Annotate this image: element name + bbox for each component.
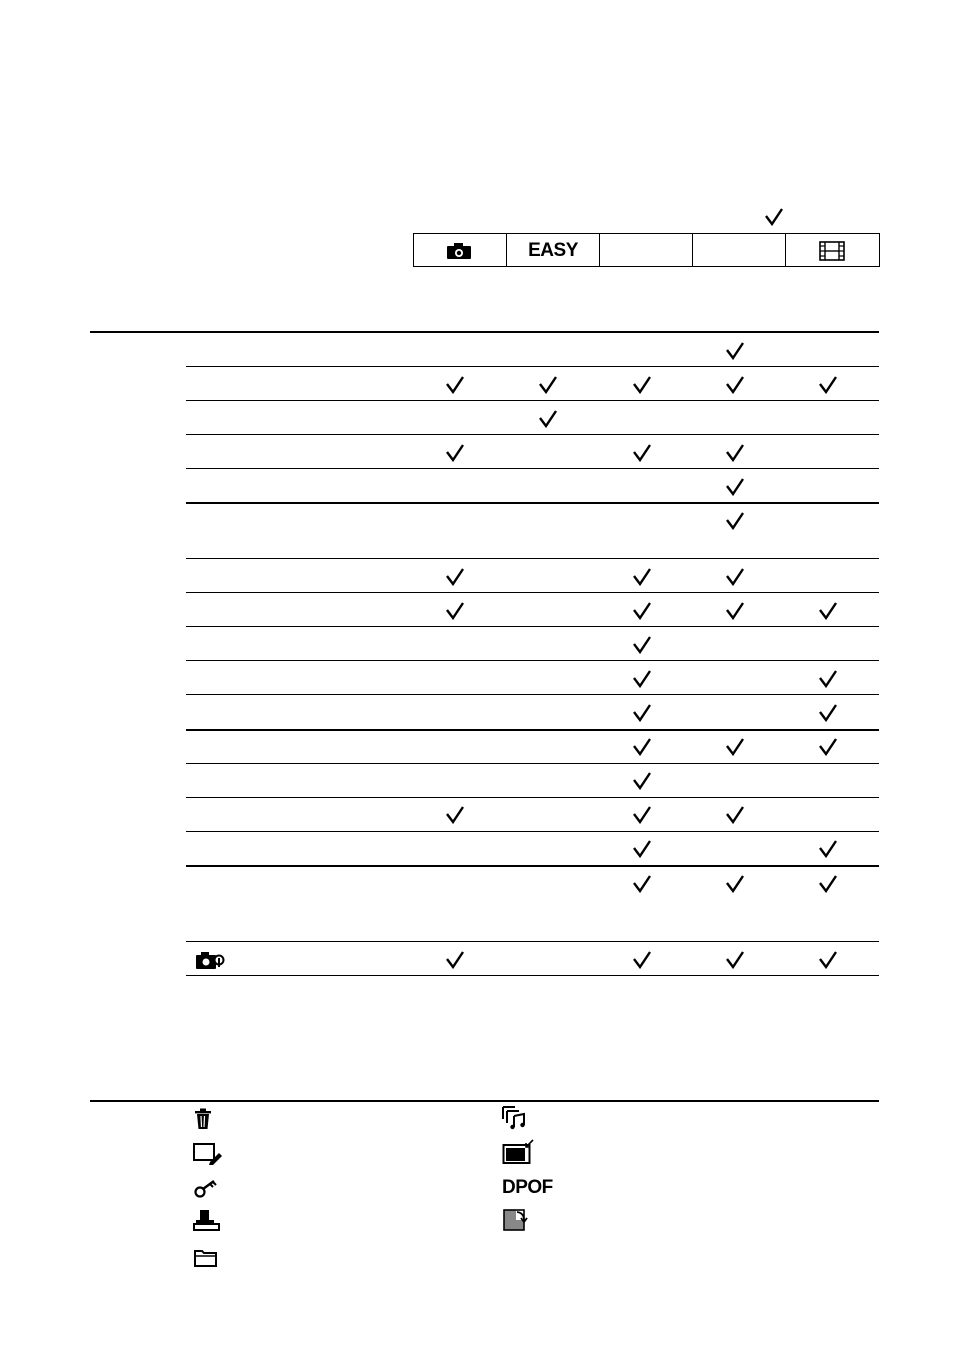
dpof-label: DPOF xyxy=(502,1177,553,1198)
slideshow-music-icon xyxy=(502,1106,528,1130)
table-row-divider xyxy=(186,502,879,504)
table-row-divider xyxy=(186,763,879,764)
folder-icon xyxy=(193,1247,219,1269)
mode-header-3 xyxy=(599,233,693,267)
print-icon xyxy=(193,1209,221,1231)
check-mark-icon xyxy=(632,806,652,824)
check-mark-icon xyxy=(445,602,465,620)
table-row-divider xyxy=(186,366,879,367)
table-row-divider xyxy=(186,797,879,798)
table-row-divider xyxy=(186,592,879,593)
check-mark-icon xyxy=(725,806,745,824)
mode-header-4 xyxy=(692,233,786,267)
check-mark-icon xyxy=(445,568,465,586)
legend-check-mark-icon xyxy=(764,208,784,226)
rotate-icon xyxy=(503,1208,529,1232)
check-mark-icon xyxy=(632,951,652,969)
check-mark-icon xyxy=(632,636,652,654)
table-row-divider xyxy=(186,865,879,867)
table-row-divider xyxy=(186,729,879,731)
check-mark-icon xyxy=(538,376,558,394)
table-row-divider xyxy=(186,975,879,976)
table-row-divider xyxy=(186,468,879,469)
check-mark-icon xyxy=(538,410,558,428)
check-mark-icon xyxy=(632,602,652,620)
check-mark-icon xyxy=(632,568,652,586)
check-mark-icon xyxy=(445,806,465,824)
check-mark-icon xyxy=(632,670,652,688)
check-mark-icon xyxy=(725,512,745,530)
table-row-divider xyxy=(186,558,879,559)
mode-header-easy xyxy=(506,233,600,267)
check-mark-icon xyxy=(445,444,465,462)
check-mark-icon xyxy=(632,376,652,394)
camera-settings-icon xyxy=(195,950,225,972)
section-divider xyxy=(90,1100,879,1102)
mode-header-auto xyxy=(413,233,507,267)
check-mark-icon xyxy=(632,444,652,462)
resize-icon xyxy=(502,1139,536,1165)
check-mark-icon xyxy=(725,444,745,462)
table-row-divider xyxy=(186,434,879,435)
edit-frame-icon xyxy=(192,1142,224,1166)
check-mark-icon xyxy=(632,704,652,722)
table-row-divider xyxy=(186,941,879,942)
check-mark-icon xyxy=(725,342,745,360)
table-row-divider xyxy=(186,626,879,627)
mode-header-movie xyxy=(785,233,880,267)
check-mark-icon xyxy=(818,951,838,969)
check-mark-icon xyxy=(725,738,745,756)
check-mark-icon xyxy=(725,568,745,586)
check-mark-icon xyxy=(725,376,745,394)
check-mark-icon xyxy=(632,772,652,790)
camera-icon xyxy=(446,242,472,260)
check-mark-icon xyxy=(818,875,838,893)
check-mark-icon xyxy=(818,704,838,722)
table-row-divider xyxy=(186,400,879,401)
table-row-divider xyxy=(186,694,879,695)
check-mark-icon xyxy=(445,951,465,969)
check-mark-icon xyxy=(632,738,652,756)
check-mark-icon xyxy=(818,738,838,756)
check-mark-icon xyxy=(818,602,838,620)
section-divider xyxy=(90,331,879,333)
table-row-divider xyxy=(186,831,879,832)
check-mark-icon xyxy=(632,840,652,858)
check-mark-icon xyxy=(818,376,838,394)
check-mark-icon xyxy=(725,602,745,620)
check-mark-icon xyxy=(725,951,745,969)
easy-mode-label: EASY xyxy=(528,240,578,261)
table-row-divider xyxy=(186,660,879,661)
trash-icon xyxy=(193,1108,213,1130)
check-mark-icon xyxy=(632,875,652,893)
movie-film-icon xyxy=(819,241,845,261)
check-mark-icon xyxy=(818,840,838,858)
check-mark-icon xyxy=(725,478,745,496)
check-mark-icon xyxy=(445,376,465,394)
check-mark-icon xyxy=(725,875,745,893)
check-mark-icon xyxy=(818,670,838,688)
protect-key-icon xyxy=(193,1178,219,1200)
